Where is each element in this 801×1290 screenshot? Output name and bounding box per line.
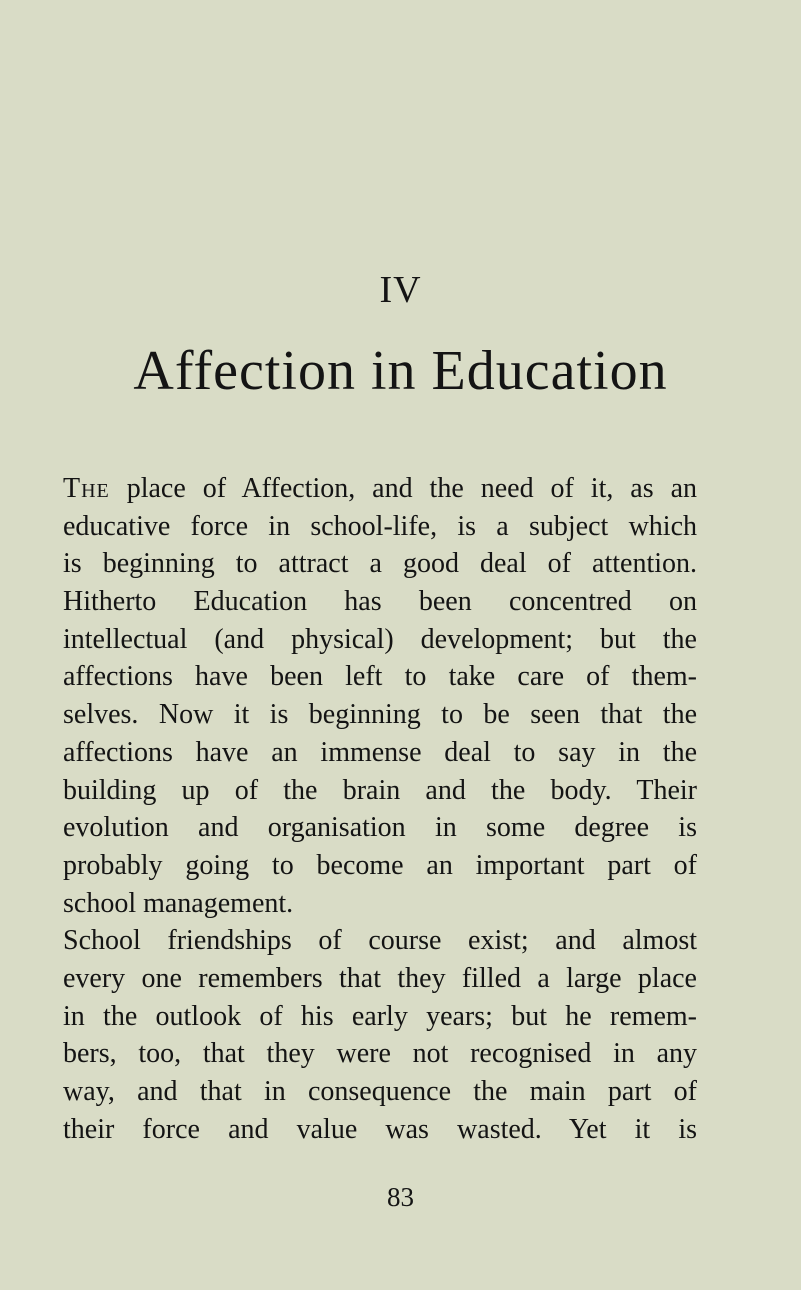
text-line-5: intellectual (and physical) development; but the (63, 623, 697, 655)
chapter-number: IV (379, 269, 422, 311)
chapter-title: Affection in Education (133, 340, 668, 402)
text-line-13: School friendships of course exist; and almost (63, 925, 697, 957)
text-line-10: evolution and organisation in some degree is (63, 812, 697, 844)
text-line-9: building up of the brain and the body. Their (63, 774, 697, 806)
text-line-11: probably going to become an important part of (63, 849, 697, 881)
body-text (63, 470, 697, 1148)
text-line-6: affections have been left to take care of them- (63, 661, 697, 693)
text-line-18: their force and value was wasted. Yet it is (63, 1113, 697, 1145)
text-line-17: way, and that in consequence the main part of (63, 1076, 697, 1107)
text-line-1 (63, 470, 697, 508)
text-line-8: affections have an immense deal to say in the (63, 736, 697, 768)
text-line-15: in the outlook of his early years; but he remem- (63, 1000, 697, 1032)
text-line-4: Hitherto Education has been concentred on (63, 586, 697, 618)
first-line-rest: place of Affection, and the need of it, as an (126, 473, 697, 504)
text-line-12: school management. (63, 887, 294, 919)
page-number: 83 (387, 1182, 414, 1212)
text-line-16: bers, too, that they were not recognised in any (63, 1038, 697, 1070)
text-line-3: is beginning to attract a good deal of attention. (63, 548, 697, 580)
text-line-7: selves. Now it is beginning to be seen that the (63, 699, 697, 731)
text-line-2: educative force in school-life, is a subject which (63, 510, 697, 542)
text-line-14: every one remembers that they filled a large place (63, 962, 697, 994)
opening-word: The (63, 473, 110, 504)
